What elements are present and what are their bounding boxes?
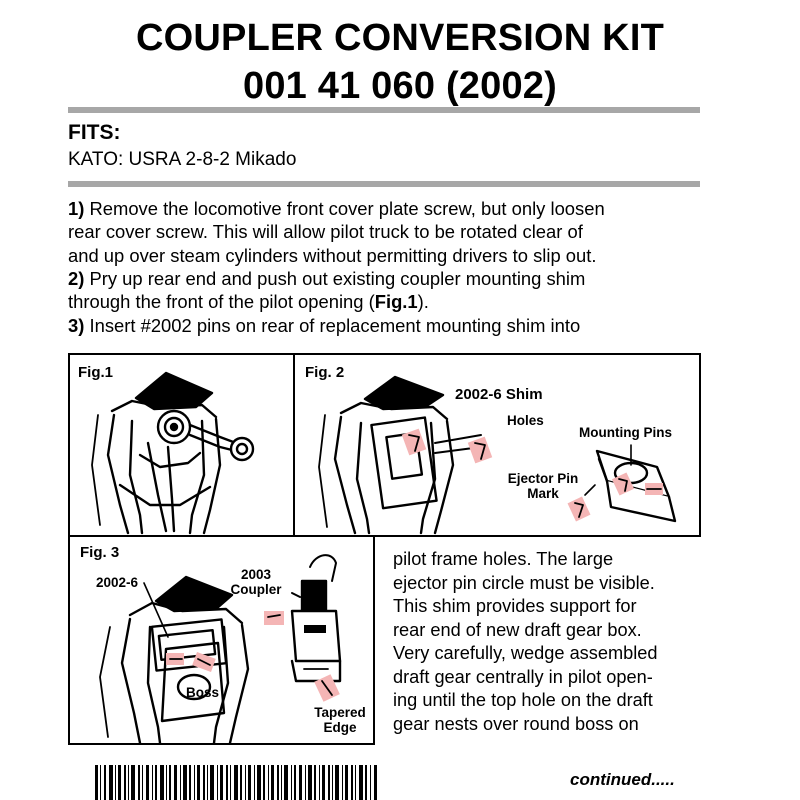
coupler-line: 2003 [240,567,272,582]
continuation-line: rear end of new draft gear box. [393,619,642,640]
figure-1-panel [68,353,295,537]
step-number: 3) [68,315,85,336]
continuation-line: This shim provides support for [393,596,637,616]
holes-label: Holes [507,413,544,428]
step-2 [68,267,708,314]
barcode [95,765,380,800]
kit-number: 001 41 060 (2002) [243,65,557,107]
step-text: rear cover screw. This will allow pilot truck to be rotated clear of [68,221,583,243]
ejector-pin-label [497,471,589,501]
figure-3-panel [68,535,375,745]
ejector-pin-line: Mark [527,486,559,501]
divider-top [68,107,700,113]
coupler-line: Coupler [230,582,282,597]
step-3 [68,314,708,337]
continuation-line: ejector pin circle must be visible. [393,572,655,593]
fits-label: FITS: [68,121,121,144]
tapered-edge-label [308,705,372,735]
continuation-line: pilot frame holes. The large [393,549,614,569]
shim-label: 2002-6 Shim [455,386,543,403]
figure-reference: Fig.1 [374,291,418,313]
continued-label: continued..... [570,770,675,789]
step-number: 2) [68,268,85,289]
step-text: ). [417,291,429,313]
continuation-line: gear nests over round boss on [393,713,639,734]
divider-middle [68,181,700,187]
figure-1-label: Fig.1 [78,364,114,381]
step-text: and up over steam cylinders without permitting drivers to slip out. [68,244,597,266]
step-3-continuation [393,548,713,736]
figure-3-label: Fig. 3 [80,544,120,561]
step-text: Insert #2002 pins on rear of replacement mounting shim into [89,315,581,336]
shim-label: 2002-6 [96,575,139,590]
step-text: Pry up rear end and push out existing coupler mounting shim [89,268,586,289]
step-1 [68,197,708,267]
mounting-pins-label: Mounting Pins [579,425,672,440]
page-title: COUPLER CONVERSION KIT [136,17,664,59]
continuation-line: draft gear centrally in pilot open- [393,666,653,687]
step-text: through the front of the pilot opening ( [68,291,375,313]
step-number: 1) [68,198,85,219]
figure-1-drawing [70,355,293,535]
figure-2-label: Fig. 2 [305,364,345,381]
continuation-line: Very carefully, wedge assembled [393,643,658,663]
tapered-edge-line: Edge [323,720,357,735]
figure-2-drawing [295,355,699,535]
step-text: Remove the locomotive front cover plate screw, but only loosen [89,198,605,219]
ejector-pin-line: Ejector Pin [507,471,579,486]
figure-2-panel [293,353,701,537]
coupler-label [220,567,292,597]
continuation-line: ing until the top hole on the draft [393,690,653,710]
fits-model: KATO: USRA 2-8-2 Mikado [68,149,297,170]
boss-label: Boss [186,685,220,700]
tapered-edge-line: Tapered [314,705,366,720]
